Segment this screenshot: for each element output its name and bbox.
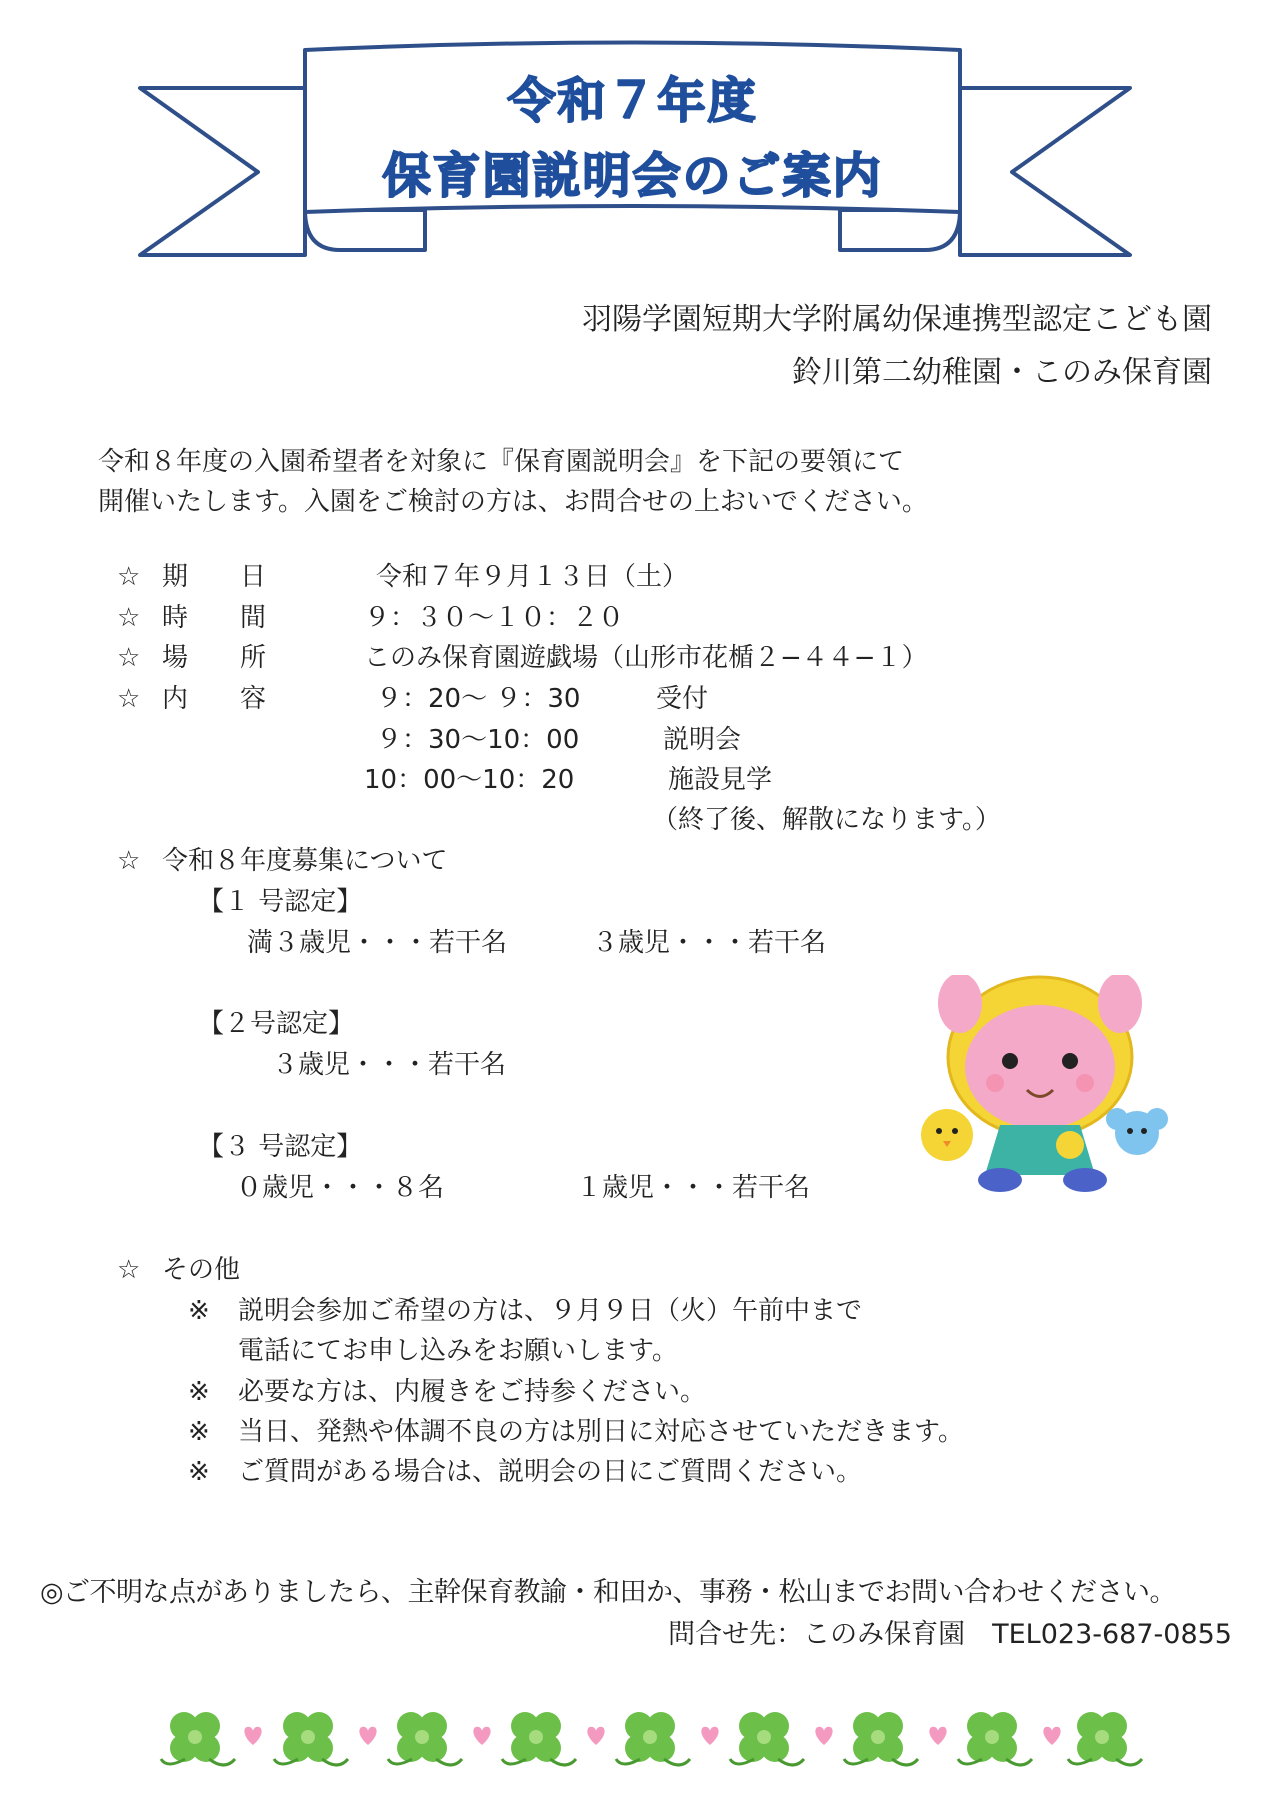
cert3-label: 【３ 号認定】 (198, 1132, 363, 1162)
heart-icon (929, 1727, 946, 1745)
heart-icon (244, 1727, 261, 1745)
clover-icon (1068, 1712, 1142, 1765)
star-icon: ☆ (117, 603, 141, 633)
heart-icon (701, 1727, 718, 1745)
schedule-item: 施設見学 (668, 765, 773, 795)
clover-icon (730, 1712, 804, 1765)
note3: 当日、発熱や体調不良の方は別日に対応させていただきます。 (238, 1417, 964, 1447)
clover-icon (844, 1712, 918, 1765)
heart-icon (815, 1727, 832, 1745)
clover-icon (502, 1712, 576, 1765)
date-value: 令和７年９月１３日（土） (376, 562, 689, 592)
time-label: 時 間 (162, 603, 267, 633)
schedule-time: ９：30〜10：00 (376, 725, 580, 755)
schedule-note: （終了後、解散になります。） (652, 805, 1001, 835)
star-icon: ☆ (117, 1255, 141, 1285)
note1-line1: 説明会参加ご希望の方は、９月９日（火）午前中まで (238, 1296, 863, 1326)
cert1-b: ３歳児・・・若干名 (592, 928, 827, 958)
clover-heart-border (150, 1695, 1150, 1785)
note2: 必要な方は、内履きをご持参ください。 (238, 1377, 707, 1407)
heart-icon (473, 1727, 490, 1745)
schedule-item: 受付 (656, 684, 709, 714)
banner-title-line2: 保育園説明会のご案内 (382, 148, 883, 204)
heart-icon (359, 1727, 376, 1745)
time-value: ９：３０〜１０：２０ (364, 603, 625, 633)
place-label: 場 所 (162, 643, 267, 673)
schedule-item: 説明会 (663, 725, 742, 755)
cert1-a: 満３歳児・・・若干名 (247, 928, 508, 958)
recruit-heading: 令和８年度募集について (162, 846, 448, 876)
cert2-a: ３歳児・・・若干名 (272, 1050, 507, 1080)
cert2-label: 【２号認定】 (198, 1009, 355, 1039)
star-icon: ☆ (117, 846, 141, 876)
banner-title-line1: 令和７年度 (507, 73, 758, 129)
cert1-label: 【１ 号認定】 (198, 887, 363, 917)
cert3-b: １歳児・・・若干名 (576, 1173, 811, 1203)
place-value: このみ保育園遊戯場（山形市花楯２−４４−１） (364, 643, 928, 673)
ribbon-banner (0, 0, 1272, 270)
cert3-a: ０歳児・・・８名 (236, 1173, 445, 1203)
note-mark-icon: ※ (188, 1377, 210, 1407)
star-icon: ☆ (117, 643, 141, 673)
heart-icon (1043, 1727, 1060, 1745)
content-label: 内 容 (162, 684, 267, 714)
intro-line2: 開催いたします。入園をご検討の方は、お問合せの上おいでください。 (98, 487, 928, 517)
note-mark-icon: ※ (188, 1296, 210, 1326)
date-label: 期 日 (162, 562, 267, 592)
star-icon: ☆ (117, 684, 141, 714)
note4: ご質問がある場合は、説明会の日にご質問ください。 (238, 1457, 863, 1487)
clover-icon (616, 1712, 690, 1765)
clover-icon (388, 1712, 462, 1765)
clover-icon (161, 1712, 235, 1765)
contact-line: ◎ご不明な点がありましたら、主幹保育教諭・和田か、事務・松山までお問い合わせください。 (40, 1577, 1177, 1608)
note-mark-icon: ※ (188, 1457, 210, 1487)
note1-line2: 電話にてお申し込みをお願いします。 (238, 1336, 678, 1366)
org-name-line2: 鈴川第二幼稚園・このみ保育園 (792, 355, 1212, 390)
star-icon: ☆ (117, 562, 141, 592)
schedule-time: ９：20〜 ９：30 (376, 684, 581, 714)
tel-line: 問合せ先：このみ保育園 TEL023-687-0855 (668, 1619, 1232, 1650)
schedule-time: 10：00〜10：20 (364, 765, 575, 795)
clover-icon (958, 1712, 1032, 1765)
intro-line1: 令和８年度の入園希望者を対象に『保育園説明会』を下記の要領にて (98, 447, 905, 477)
other-heading: その他 (162, 1255, 241, 1285)
clover-icon (274, 1712, 348, 1765)
mascot-illustration (905, 975, 1175, 1195)
note-mark-icon: ※ (188, 1417, 210, 1447)
org-name-line1: 羽陽学園短期大学附属幼保連携型認定こども園 (582, 302, 1212, 337)
heart-icon (587, 1727, 604, 1745)
